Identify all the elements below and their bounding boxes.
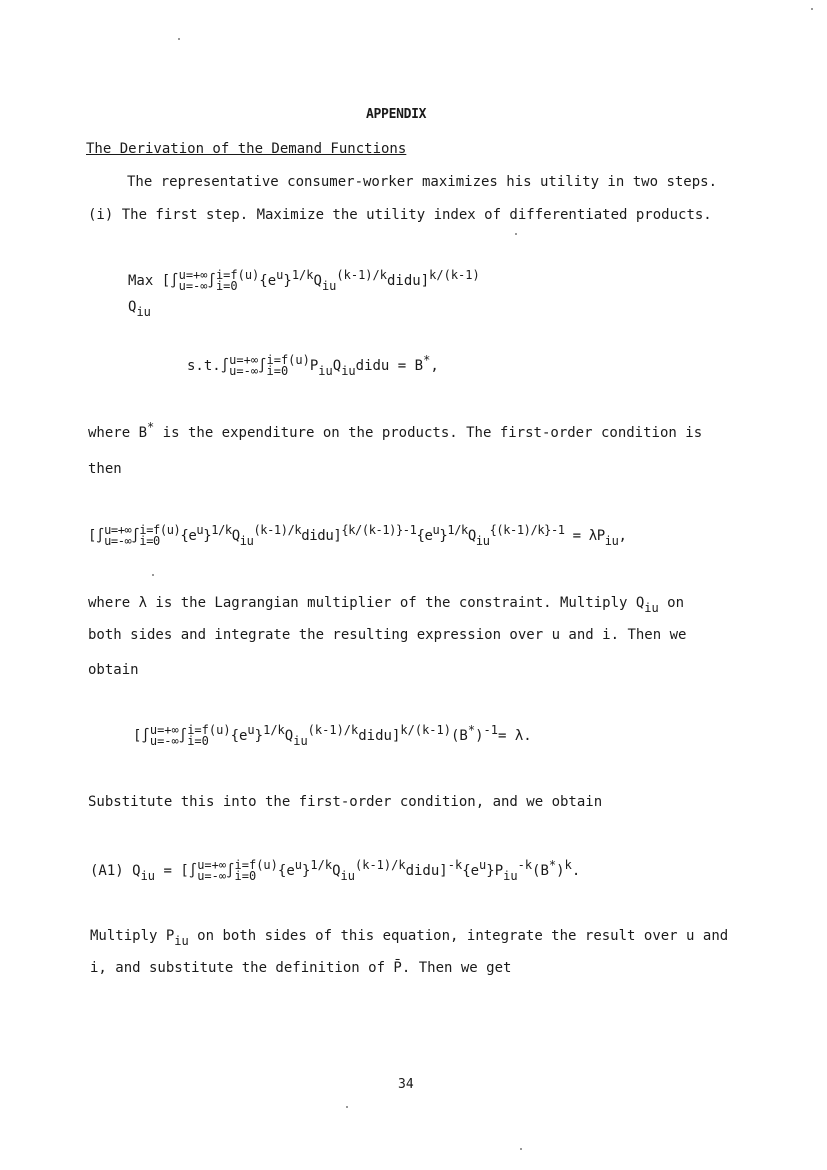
equation-lambda: [∫ u=+∞ u=-∞ ∫ i=f(u) i=0 {eu}1/kQiu(k-1)/kdidu]k/(k-1)(B*)-1= λ.	[133, 723, 532, 748]
paragraph-lagrangian: where λ is the Lagrangian multiplier of the constraint. Multiply Qiu on	[88, 595, 685, 615]
scan-speck	[520, 1148, 522, 1150]
scan-speck	[346, 1106, 348, 1108]
paragraph-substitute: Substitute this into the first-order condition, and we obtain	[88, 794, 603, 810]
scan-speck	[152, 574, 154, 576]
paragraph-obtain: obtain	[88, 662, 139, 678]
paragraph-intro: The representative consumer-worker maximizes his utility in two steps.	[127, 174, 718, 190]
scan-speck	[515, 233, 517, 235]
scan-speck	[811, 8, 813, 10]
page-number: 34	[398, 1077, 414, 1092]
equation-first-order-condition: [∫ u=+∞ u=-∞ ∫ i=f(u) i=0 {eu}1/kQiu(k-1)/kdidu]{k/(k-1)}-1{eu}1/kQiu{(k-1)/k}-1 = λPiu,	[88, 523, 627, 548]
paragraph-definition: i, and substitute the definition of P̄. Then we get	[90, 960, 512, 976]
equation-max: Max [∫ u=+∞ u=-∞ ∫ i=f(u) i=0 {eu}1/kQiu(k-1)/kdidu]k/(k-1)	[128, 268, 480, 293]
equation-constraint: s.t.∫ u=+∞ u=-∞ ∫ i=f(u) i=0 PiuQiudidu = B*,	[187, 353, 439, 378]
paragraph-expenditure: where B* is the expenditure on the products. The first-order condition is	[88, 420, 703, 441]
equation-a1: (A1) Qiu = [∫ u=+∞ u=-∞ ∫ i=f(u) i=0 {eu}1/kQiu(k-1)/kdidu]-k{eu}Piu-k(B*)k.	[90, 858, 581, 883]
appendix-title: APPENDIX	[366, 107, 427, 122]
scan-speck	[178, 38, 180, 40]
paragraph-multiply: Multiply Piu on both sides of this equation, integrate the result over u and	[90, 928, 729, 948]
equation-max-variable: Qiu	[128, 299, 151, 319]
paragraph-step-one: (i) The first step. Maximize the utility index of differentiated products.	[88, 207, 712, 223]
section-heading: The Derivation of the Demand Functions	[86, 141, 407, 157]
paragraph-integrate: both sides and integrate the resulting expression over u and i. Then we	[88, 627, 687, 643]
paragraph-then: then	[88, 461, 122, 477]
